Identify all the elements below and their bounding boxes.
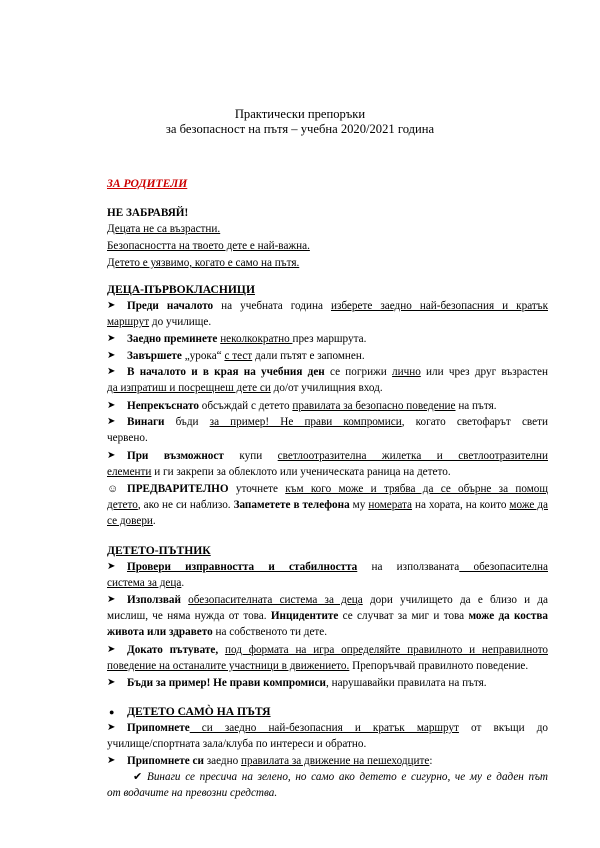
child-passenger-item-2: Използвай обезопасителната система за деца дори училището да е близо и да [127,594,549,606]
arrow-bullet-icon: ➤ [107,644,116,655]
first-graders-item-8-cont2: се довери. [107,515,156,527]
first-graders-item-6-cont: червено. [107,432,148,444]
child-passenger-heading: ДЕТЕТО-ПЪТНИК [107,544,211,557]
child-passenger-item-3: Докато пътувате, под формата на игра определяйте правилното и неправилното [127,644,549,656]
parents-heading: ЗА РОДИТЕЛИ [107,177,188,190]
first-graders-heading: ДЕЦА-ПЪРВОКЛАСНИЦИ [107,283,255,296]
arrow-bullet-icon: ➤ [107,722,116,733]
first-graders-item-8-cont: детето, ако не си наблизо. Запаметете в телефона му номерата на хората, на които може да [107,499,548,511]
alone-item-3-cont: от водачите на превозни средства. [107,787,278,799]
first-graders-item-6: Винаги бъди за пример! Не прави компромиси, когато светофарът свети [127,416,548,428]
child-passenger-item-2-cont2: живота или здравето на собственото ти дете. [107,626,328,638]
round-bullet-icon: ● [109,707,115,717]
arrow-bullet-icon: ➤ [107,333,116,344]
arrow-bullet-icon: ➤ [107,300,116,311]
child-passenger-item-3-cont: поведение на останалите участници в движението. Препоръчвай правилното поведение. [107,660,529,672]
parents-fact-1: Децата не са възрастни. [107,223,221,235]
alone-heading: ДЕТЕТО САМÒ НА ПЪТЯ [127,705,271,718]
alone-item-1: Припомнете си заедно най-безопасния и кратък маршрут от вкъщи до [127,722,548,734]
first-graders-item-5: Непрекъснато обсъждай с детето правилата за безопасно поведение на пътя. [127,400,497,412]
child-passenger-item-1: Провери изправността и стабилността на използваната обезопасителна [127,561,548,573]
remember-heading: НЕ ЗАБРАВЯЙ! [107,207,189,219]
first-graders-item-1-cont: маршрут до училище. [107,316,212,328]
parents-fact-3: Детето е уязвимо, когато е само на пътя. [107,257,300,269]
child-passenger-item-1-cont: система за деца. [107,577,185,589]
first-graders-item-4-cont: да изпратиш и посрещнеш дете си до/от училищния вход. [107,382,383,394]
alone-item-2: Припомнете си заедно правилата за движение на пешеходците: [127,755,433,767]
first-graders-item-7: При възможност купи светлоотразителна жилетка и светлоотразителни [127,450,548,462]
parents-fact-2: Безопасността на твоето дете е най-важна. [107,240,310,252]
first-graders-item-3: Завършете „урока“ с тест дали пътят е запомнен. [127,350,365,362]
first-graders-item-7-cont: елементи и ги закрепи за облеклото или ученическата раница на детето. [107,466,451,478]
first-graders-item-2: Заедно преминете неколкократно през маршрута. [127,333,367,345]
first-graders-item-4: В началото и в края на учебния ден се погрижи лично или чрез друг възрастен [127,366,548,378]
arrow-bullet-icon: ➤ [107,400,116,411]
child-passenger-item-4: Бъди за пример! Не прави компромиси, нарушавайки правилата на пътя. [127,677,487,689]
arrow-bullet-icon: ➤ [107,350,116,361]
smiley-bullet-icon: ☺ [107,483,119,495]
arrow-bullet-icon: ➤ [107,450,116,461]
child-passenger-item-2-cont: мислиш, че няма нужда от това. Инцидентите се случват за миг и това може да коства [107,610,548,622]
arrow-bullet-icon: ➤ [107,416,116,427]
first-graders-item-8: ПРЕДВАРИТЕЛНО уточнете към кого може и трябва да се обърне за помощ [127,483,548,495]
document-title-line-2: за безопасност на пътя – учебна 2020/2021 година [165,122,435,136]
first-graders-item-1: Преди началото на учебната година изберете заедно най-безопасния и кратък [127,300,548,312]
document-title-line-1: Практически препоръки [234,107,366,121]
arrow-bullet-icon: ➤ [107,594,116,605]
arrow-bullet-icon: ➤ [107,366,116,377]
arrow-bullet-icon: ➤ [107,755,116,766]
alone-item-3: Винаги се пресича на зелено, но само ако детето е сигурно, че му е даден път [147,771,548,783]
alone-item-1-cont: училище/спортната зала/клуба по интереси и обратно. [107,738,367,750]
checkmark-bullet-icon: ✔ [133,771,143,783]
arrow-bullet-icon: ➤ [107,561,116,572]
arrow-bullet-icon: ➤ [107,677,116,688]
